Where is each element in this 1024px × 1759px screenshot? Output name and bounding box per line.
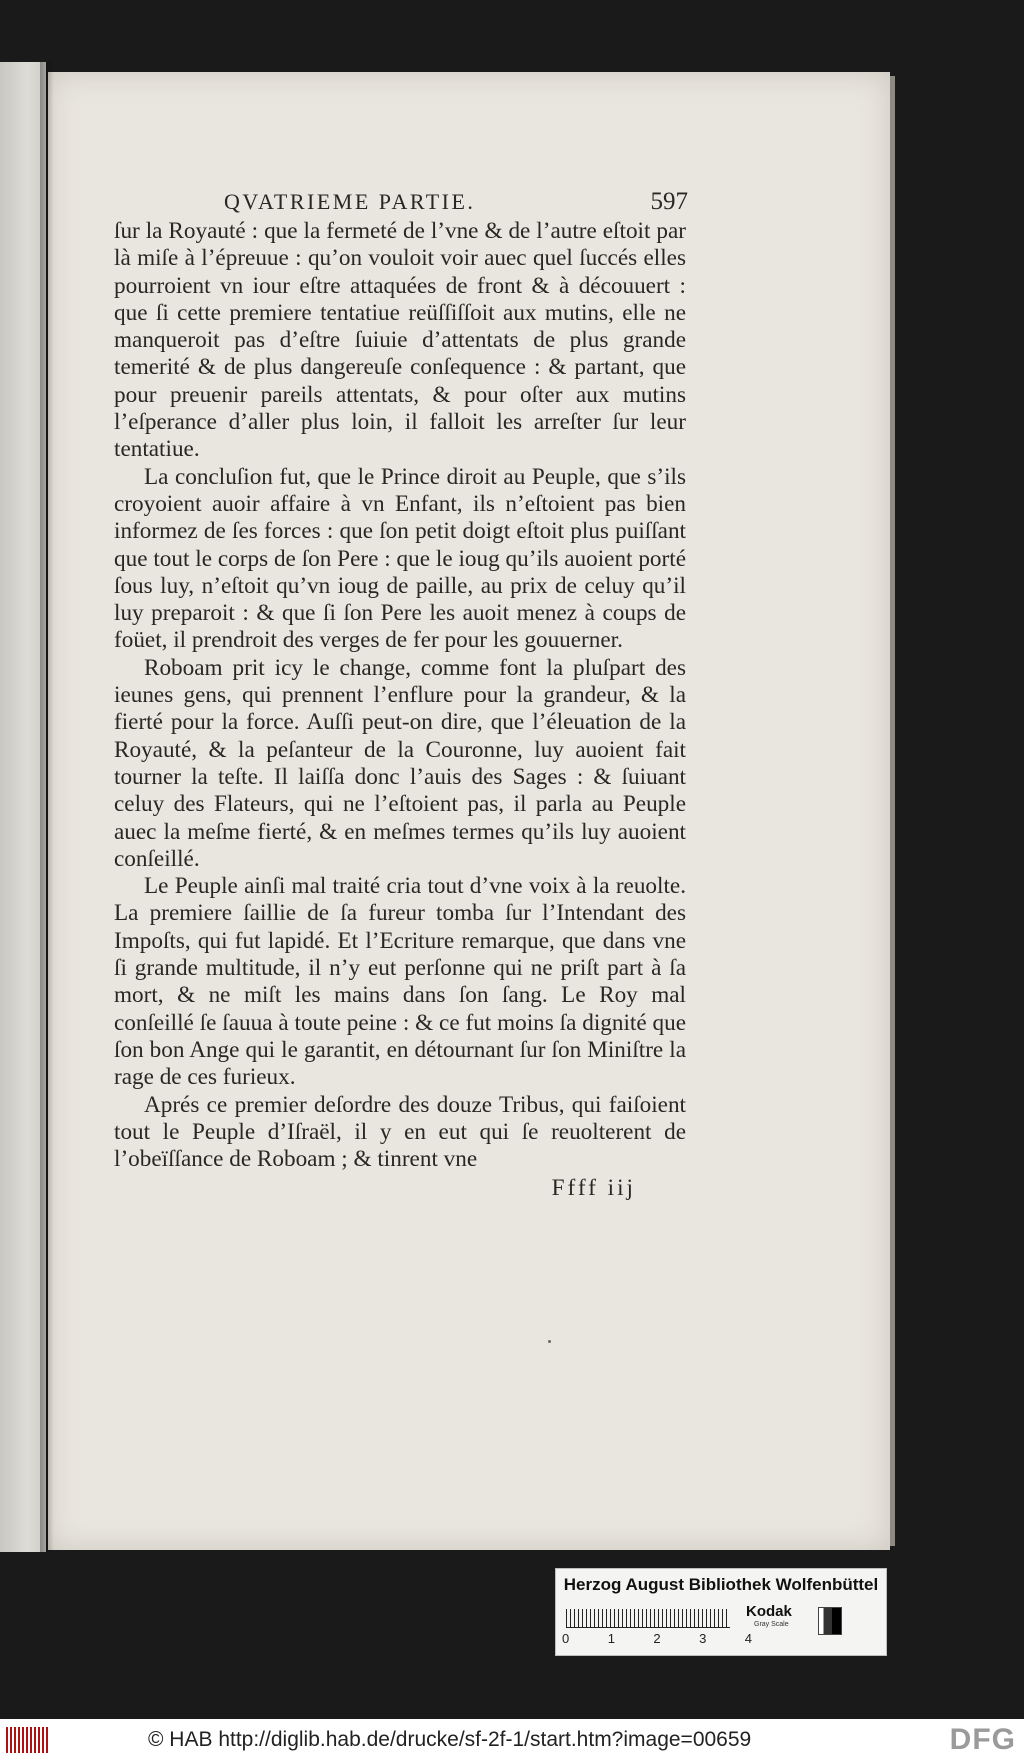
library-name: Herzog August Bibliothek Wolfenbüttel (563, 1575, 879, 1594)
copyright-link[interactable]: © HAB http://diglib.hab.de/drucke/sf-2f-1/start.htm?image=00659 (148, 1728, 752, 1751)
footer-bar (0, 1719, 1024, 1759)
running-title: QVATRIEME PARTIE. (224, 189, 476, 214)
gray-patch (818, 1607, 842, 1635)
signature-mark: Ffff iij (551, 1175, 636, 1202)
dfg-logo: DFG (949, 1723, 1016, 1756)
ruler-number: 0 (562, 1631, 570, 1646)
page-number: 597 (650, 188, 688, 215)
ruler-number: 3 (699, 1631, 707, 1646)
gray-scale-label: Gray Scale (754, 1621, 789, 1628)
barcode-icon (6, 1727, 48, 1753)
ruler-number: 1 (607, 1631, 615, 1646)
paragraph: Roboam prit icy le change, comme font la pluſpart des ieunes gens, qui prennent l’enflure pour la grandeur, & la fierté pour la force. Auſſi peut-on dire, que l’éleuation de la Royauté, & la peſanteur de la Couronne, luy auoient fait tourner la teſte. Il laiſſa donc l’auis des Sages : & ſuiuant celuy des Flateurs, qui ne l’eſtoient pas, il parla au Peuple auec la meſme fierté, & en meſmes termes qu’ils luy auoient conſeillé. (114, 654, 686, 872)
ruler-numbers (562, 1631, 752, 1646)
gutter-shadow (40, 62, 54, 1552)
paragraph: ſur la Royauté : que la fermeté de l’vne & de l’autre eſtoit par là miſe à l’épreuue : qu’on vouloit voir auec quel ſuccés elles pourroient vn iour eſtre attaquées de front & à découuert : que ſi cette premiere tentatiue reüſſiſſoit aux mutins, elle ne manqueroit pas d’eſtre ſuiuie d’attentats de plus grande temerité & de plus dangereuſe conſequence : & partant, que pour preuenir pareils attentats, & pour oſter aux mutins l’eſperance d’aller plus loin, il falloit les arreſter ſur leur tentatiue. (114, 218, 686, 463)
paragraph: Aprés ce premier deſordre des douze Tribus, qui faiſoient tout le Peuple d’Iſraël, il y en eut qui ſe reuolterent de l’obeïſſance de Roboam ; & tinrent vne (114, 1091, 686, 1173)
page-edge (890, 76, 895, 1546)
ruler-number: 4 (744, 1631, 752, 1646)
color-calibration-card (555, 1568, 887, 1656)
ink-speck (548, 1340, 551, 1343)
kodak-logo: Kodak (746, 1603, 792, 1620)
ruler-number: 2 (653, 1631, 661, 1646)
page-text (114, 188, 686, 1203)
scale-ruler (566, 1609, 730, 1628)
running-head (114, 188, 686, 218)
paragraph: Le Peuple ainſi mal traité cria tout d’vne voix à la reuolte. La premiere ſaillie de ſa fureur tomba ſur l’Intendant des Impoſts, qui fut lapidé. Et l’Ecriture remarque, que dans vne ſi grande multitude, il n’y eut perſonne qui ne priſt part à ſa mort, & ne miſt les mains dans ſon ſang. Le Roy mal conſeillé ſe ſauua à toute peine : & ce fut moins ſa dignité que ſon bon Ange qui le garantit, en détournant ſur ſon Miniſtre la rage de ces furieux. (114, 873, 686, 1091)
paragraph: La concluſion fut, que le Prince diroit au Peuple, que s’ils croyoient auoir affaire à vn Enfant, ils n’eſtoient pas bien informez de ſes forces : que ſon petit doigt eſtoit plus puiſſant que tout le corps de ſon Pere : que le ioug qu’ils auoient porté ſous luy, n’eſtoit qu’vn ioug de paille, au prix de celuy qu’il luy preparoit : & que ſi ſon Pere les auoit menez à coups de foüet, il prendroit des verges de fer pour les gouuerner. (114, 463, 686, 654)
